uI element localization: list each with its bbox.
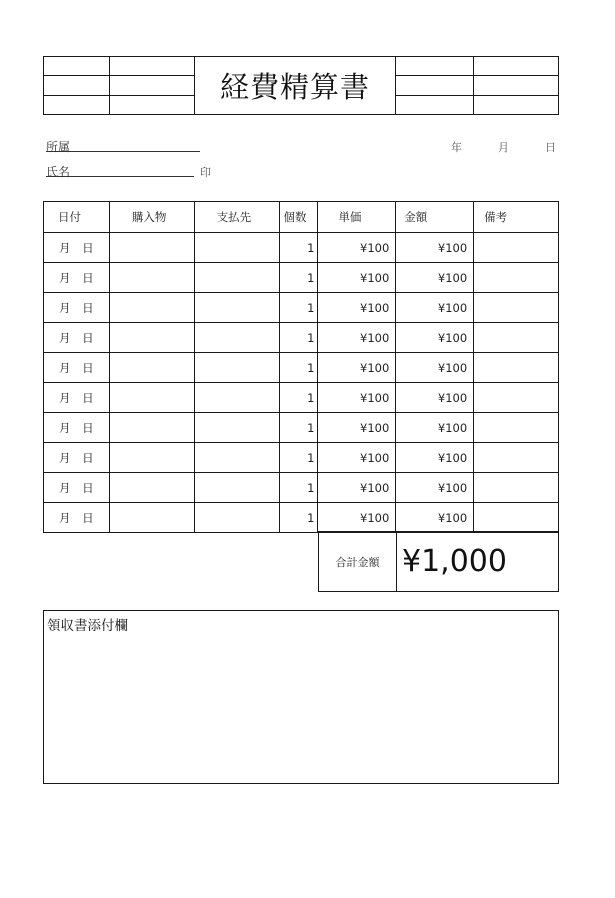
approval-cell[interactable]	[44, 95, 110, 114]
row-item[interactable]	[109, 353, 194, 383]
row-item[interactable]	[109, 293, 194, 323]
row-unit-price[interactable]: ¥100	[318, 383, 396, 413]
row-unit-price[interactable]: ¥100	[318, 413, 396, 443]
name-field[interactable]	[46, 176, 194, 177]
row-date[interactable]: 月 日	[44, 263, 110, 293]
approval-cell[interactable]	[109, 57, 194, 76]
row-qty[interactable]: 1	[279, 233, 318, 263]
row-item[interactable]	[109, 443, 194, 473]
row-date[interactable]: 月 日	[44, 413, 110, 443]
date-day-label: 日	[545, 141, 556, 154]
date-month-label: 月	[498, 141, 509, 154]
row-note[interactable]	[474, 353, 559, 383]
row-qty[interactable]: 1	[279, 293, 318, 323]
column-header-amount: 金額	[396, 202, 474, 233]
row-payee[interactable]	[194, 263, 279, 293]
row-payee[interactable]	[194, 413, 279, 443]
date-year-label: 年	[451, 141, 462, 154]
row-date[interactable]: 月 日	[44, 443, 110, 473]
row-item[interactable]	[109, 323, 194, 353]
row-qty[interactable]: 1	[279, 503, 318, 533]
row-unit-price[interactable]: ¥100	[318, 503, 396, 533]
row-qty[interactable]: 1	[279, 263, 318, 293]
row-item[interactable]	[109, 263, 194, 293]
row-unit-price[interactable]: ¥100	[318, 443, 396, 473]
row-qty[interactable]: 1	[279, 353, 318, 383]
row-unit-price[interactable]: ¥100	[318, 353, 396, 383]
table-row	[44, 233, 559, 263]
affiliation-label: 所属	[46, 140, 71, 154]
approval-cell[interactable]	[474, 76, 559, 95]
header-table	[43, 56, 559, 115]
row-amount[interactable]: ¥100	[396, 503, 474, 533]
row-date[interactable]: 月 日	[44, 383, 110, 413]
row-note[interactable]	[474, 263, 559, 293]
row-payee[interactable]	[194, 443, 279, 473]
approval-cell[interactable]	[396, 57, 474, 76]
row-note[interactable]	[474, 473, 559, 503]
column-header-item: 購入物	[109, 202, 194, 233]
total-label: 合計金額	[319, 532, 397, 592]
row-item[interactable]	[109, 503, 194, 533]
table-header-row	[44, 202, 559, 233]
row-payee[interactable]	[194, 383, 279, 413]
table-row	[44, 413, 559, 443]
approval-cell[interactable]	[44, 57, 110, 76]
row-note[interactable]	[474, 293, 559, 323]
table-row	[44, 353, 559, 383]
row-amount[interactable]: ¥100	[396, 383, 474, 413]
approval-cell[interactable]	[396, 76, 474, 95]
approval-cell[interactable]	[109, 95, 194, 114]
column-header-unit-price: 単価	[318, 202, 396, 233]
row-unit-price[interactable]: ¥100	[318, 293, 396, 323]
row-amount[interactable]: ¥100	[396, 443, 474, 473]
row-qty[interactable]: 1	[279, 413, 318, 443]
row-item[interactable]	[109, 413, 194, 443]
row-item[interactable]	[109, 473, 194, 503]
approval-cell[interactable]	[44, 76, 110, 95]
approval-cell[interactable]	[396, 95, 474, 114]
row-note[interactable]	[474, 503, 559, 533]
total-value: ¥1,000	[397, 532, 559, 592]
seal-label: 印	[200, 166, 211, 179]
row-amount[interactable]: ¥100	[396, 353, 474, 383]
row-amount[interactable]: ¥100	[396, 263, 474, 293]
row-note[interactable]	[474, 233, 559, 263]
row-item[interactable]	[109, 233, 194, 263]
affiliation-field[interactable]	[46, 151, 200, 152]
row-payee[interactable]	[194, 233, 279, 263]
row-unit-price[interactable]: ¥100	[318, 233, 396, 263]
row-item[interactable]	[109, 383, 194, 413]
table-row	[44, 443, 559, 473]
row-date[interactable]: 月 日	[44, 323, 110, 353]
row-qty[interactable]: 1	[279, 383, 318, 413]
row-note[interactable]	[474, 413, 559, 443]
column-header-note: 備考	[474, 202, 559, 233]
row-qty[interactable]: 1	[279, 323, 318, 353]
row-amount[interactable]: ¥100	[396, 323, 474, 353]
approval-cell[interactable]	[474, 95, 559, 114]
column-header-date: 日付	[44, 202, 110, 233]
row-date[interactable]: 月 日	[44, 353, 110, 383]
row-payee[interactable]	[194, 323, 279, 353]
row-amount[interactable]: ¥100	[396, 413, 474, 443]
row-qty[interactable]: 1	[279, 443, 318, 473]
table-row	[44, 383, 559, 413]
row-unit-price[interactable]: ¥100	[318, 263, 396, 293]
row-payee[interactable]	[194, 353, 279, 383]
name-label: 氏名	[46, 165, 71, 179]
document-title: 経費精算書	[194, 57, 396, 115]
row-unit-price[interactable]: ¥100	[318, 323, 396, 353]
row-payee[interactable]	[194, 503, 279, 533]
row-date[interactable]: 月 日	[44, 233, 110, 263]
row-note[interactable]	[474, 443, 559, 473]
row-payee[interactable]	[194, 473, 279, 503]
column-header-qty: 個数	[279, 202, 318, 233]
table-row	[44, 473, 559, 503]
row-date[interactable]: 月 日	[44, 473, 110, 503]
table-row	[44, 263, 559, 293]
row-amount[interactable]: ¥100	[396, 473, 474, 503]
row-qty[interactable]: 1	[279, 473, 318, 503]
row-payee[interactable]	[194, 293, 279, 323]
row-note[interactable]	[474, 323, 559, 353]
expense-table	[43, 201, 559, 533]
table-row	[44, 323, 559, 353]
receipt-label: 領収書添付欄	[47, 618, 128, 634]
table-row	[44, 293, 559, 323]
row-date[interactable]: 月 日	[44, 293, 110, 323]
column-header-payee: 支払先	[194, 202, 279, 233]
row-unit-price[interactable]: ¥100	[318, 473, 396, 503]
total-table	[318, 531, 559, 592]
receipt-attachment-area[interactable]	[43, 610, 559, 784]
approval-cell[interactable]	[474, 57, 559, 76]
approval-cell[interactable]	[109, 76, 194, 95]
row-amount[interactable]: ¥100	[396, 233, 474, 263]
row-amount[interactable]: ¥100	[396, 293, 474, 323]
row-note[interactable]	[474, 383, 559, 413]
row-date[interactable]: 月 日	[44, 503, 110, 533]
table-row	[44, 503, 559, 533]
